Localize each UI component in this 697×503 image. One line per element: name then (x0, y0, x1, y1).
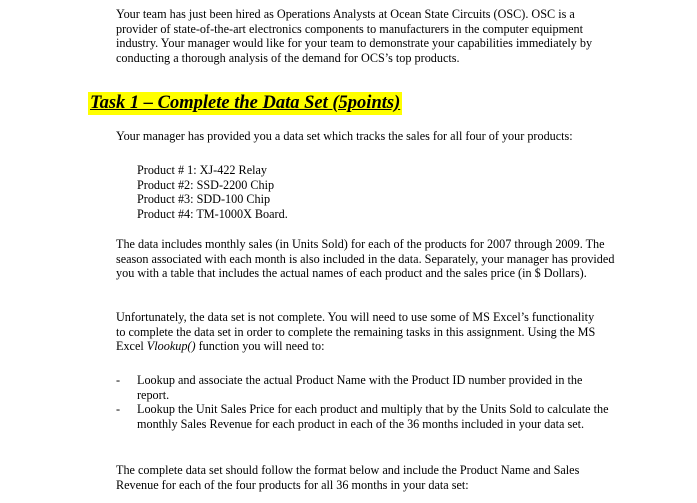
task-1-heading: Task 1 – Complete the Data Set (5points) (90, 93, 401, 113)
vlookup-function-name: Vlookup() (146, 339, 196, 354)
data-incomplete-paragraph (116, 310, 606, 354)
product-item-3: Product #3: SDD-100 Chip (137, 192, 271, 207)
intro-paragraph: Your team has just been hired as Operations Analysts at Ocean State Circuits (OSC). OSC is a provider of state-of-the-art electronics components to manufacturers in the computer equipment industry. Your manager would like for your team to demonstrate your capabilities immediately by conducting a thorough analysis of the demand for OCS’s top products. (116, 7, 593, 65)
task-step-1-text: Lookup and associate the actual Product Name with the Product ID number provided in the report. (137, 373, 583, 402)
dash-bullet: - (116, 373, 121, 387)
dash-bullet: - (116, 402, 121, 417)
task-step-2 (116, 402, 616, 431)
product-item-2: Product #2: SSD-2200 Chip (137, 177, 275, 192)
task-step-1 (116, 373, 616, 402)
incomplete-text-before: Unfortunately, the data set is not complete. You will need to use some of MS Excel’s functionality to complete the data set in order to complete the remaining tasks in this assignment. Using the MS Excel (116, 310, 596, 354)
product-list (137, 163, 288, 221)
product-item-1: Product # 1: XJ-422 Relay (137, 163, 267, 177)
product-item-4: Product #4: TM-1000X Board. (137, 206, 288, 221)
complete-format-paragraph: The complete data set should follow the format below and include the Product Name and Sales Revenue for each of the four products for all 36 months in your data set: (116, 463, 580, 492)
task-step-2-text: Lookup the Unit Sales Price for each product and multiply that by the Units Sold to calculate the monthly Sales Revenue for each product in each of the 36 months included in your data set. (137, 402, 609, 431)
incomplete-text-after: function you will need to: (195, 339, 325, 354)
data-includes-paragraph: The data includes monthly sales (in Units Sold) for each of the products for 2007 through 2009. The season associated with each month is also included in the data. Separately, your manager has provided you with a table that includes the actual names of each product and the sales price (in $ Dollars). (116, 237, 615, 281)
task-steps-list (116, 373, 616, 431)
task-heading-wrap (88, 92, 402, 115)
dataset-intro-paragraph: Your manager has provided you a data set which tracks the sales for all four of your products: (116, 129, 573, 143)
